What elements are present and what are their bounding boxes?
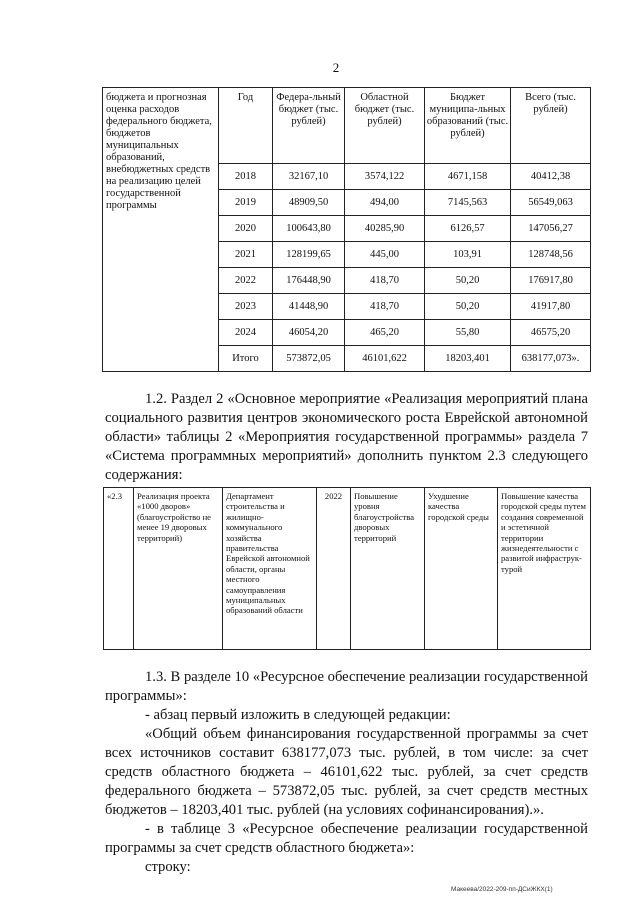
cell: 7145,563: [425, 190, 511, 216]
cell: 2024: [219, 320, 273, 346]
cell-measure: Реализация проекта «1000 дворов» (благоустройство не менее 19 дворовых территорий): [134, 488, 223, 650]
paragraph-1-2: [105, 390, 588, 485]
cell: 418,70: [345, 268, 425, 294]
cell: 3574,122: [345, 164, 425, 190]
cell: 6126,57: [425, 216, 511, 242]
cell: 176917,80: [511, 268, 591, 294]
text-line: содержания:: [105, 467, 183, 483]
cell: 40285,90: [345, 216, 425, 242]
text-line: «Общий объем финансирования государственной программы за счет: [145, 726, 588, 742]
cell-number: «2.3: [104, 488, 134, 650]
text-line: области» таблицы 2 «Мероприятия государственной программы» раздела 7: [105, 429, 588, 445]
cell: 465,20: [345, 320, 425, 346]
cell: 2021: [219, 242, 273, 268]
cell: 46101,622: [345, 346, 425, 372]
cell: 2022: [219, 268, 273, 294]
table-row: [104, 488, 591, 650]
page-number: 2: [332, 60, 340, 75]
cell: 48909,50: [273, 190, 345, 216]
header-total: Всего (тыс. рублей): [511, 88, 591, 164]
cell: Итого: [219, 346, 273, 372]
text-line: - абзац первый изложить в следующей редакции:: [145, 707, 451, 723]
text-line: «Система программных мероприятий» дополнить пунктом 2.3 следующего: [105, 448, 588, 464]
cell-year: 2022: [317, 488, 351, 650]
header-regional: Областной бюджет (тыс. рублей): [345, 88, 425, 164]
cell: 41448,90: [273, 294, 345, 320]
cell: 40412,38: [511, 164, 591, 190]
text-line: социального развития центров экономического роста Еврейской автономной: [105, 410, 588, 426]
cell: 573872,05: [273, 346, 345, 372]
cell: 4671,158: [425, 164, 511, 190]
cell: 128199,65: [273, 242, 345, 268]
table-header-row: [103, 88, 591, 164]
cell-executor: Департамент строительства и жилищно-коммунального хозяйства правительства Еврейской автономной области, органы местного самоуправления муниципальных образований области: [223, 488, 317, 650]
text-line: всех источников составит 638177,073 тыс. рублей, в том числе: за счет: [105, 745, 588, 761]
cell: 18203,401: [425, 346, 511, 372]
header-municipal: Бюджет муниципа-льных образований (тыс. рублей): [425, 88, 511, 164]
cell: 41917,80: [511, 294, 591, 320]
cell: 147056,27: [511, 216, 591, 242]
text-line: бюджетов – 18203,401 тыс. рублей (на условиях софинансирования).».: [105, 802, 544, 818]
cell: 50,20: [425, 294, 511, 320]
paragraph-1-3: [105, 668, 588, 877]
cell: 494,00: [345, 190, 425, 216]
text-line: программы»:: [105, 688, 187, 704]
cell: 103,91: [425, 242, 511, 268]
cell: 56549,063: [511, 190, 591, 216]
cell: 46575,20: [511, 320, 591, 346]
text-line: федерального бюджета – 573872,05 тыс. рублей, за счет средств местных: [105, 783, 588, 799]
text-line: 1.2. Раздел 2 «Основное мероприятие «Реализация мероприятий плана: [145, 391, 588, 407]
cell: 100643,80: [273, 216, 345, 242]
cell: 2020: [219, 216, 273, 242]
cell: 2023: [219, 294, 273, 320]
cell: 445,00: [345, 242, 425, 268]
cell: 128748,56: [511, 242, 591, 268]
cell: 2018: [219, 164, 273, 190]
cell: 55,80: [425, 320, 511, 346]
cell: 418,70: [345, 294, 425, 320]
header-federal: Федера-льный бюджет (тыс. рублей): [273, 88, 345, 164]
text-line: программы за счет средств областного бюджета»:: [105, 840, 415, 856]
cell: 638177,073».: [511, 346, 591, 372]
measures-table: [103, 487, 591, 650]
text-line: средств областного бюджета – 46101,622 тыс. рублей, за счет средств: [105, 764, 588, 780]
cell: 2019: [219, 190, 273, 216]
text-line: строку:: [145, 859, 191, 875]
budget-table: [102, 87, 591, 372]
cell-link: Повышение качества городской среды путем создания современной и эстетичной территории жизнедеятельности с развитой инфраструк-турой: [498, 488, 591, 650]
cell: 176448,90: [273, 268, 345, 294]
cell: 50,20: [425, 268, 511, 294]
cell-result: Повышение уровня благоустройства дворовых территорий: [351, 488, 425, 650]
document-footer-id: Макеева/2022-209-пп-ДСиЖКХ(1): [451, 886, 553, 893]
table-description: бюджета и прогнозная оценка расходов федерального бюджета, бюджетов муниципальных образований, внебюджетных средств на реализацию целей государственной программы: [103, 88, 219, 372]
text-line: 1.3. В разделе 10 «Ресурсное обеспечение реализации государственной: [145, 669, 588, 685]
cell: 32167,10: [273, 164, 345, 190]
header-year: Год: [219, 88, 273, 164]
cell: 46054,20: [273, 320, 345, 346]
cell-consequence: Ухудшение качества городской среды: [425, 488, 498, 650]
text-line: - в таблице 3 «Ресурсное обеспечение реализации государственной: [145, 821, 588, 837]
